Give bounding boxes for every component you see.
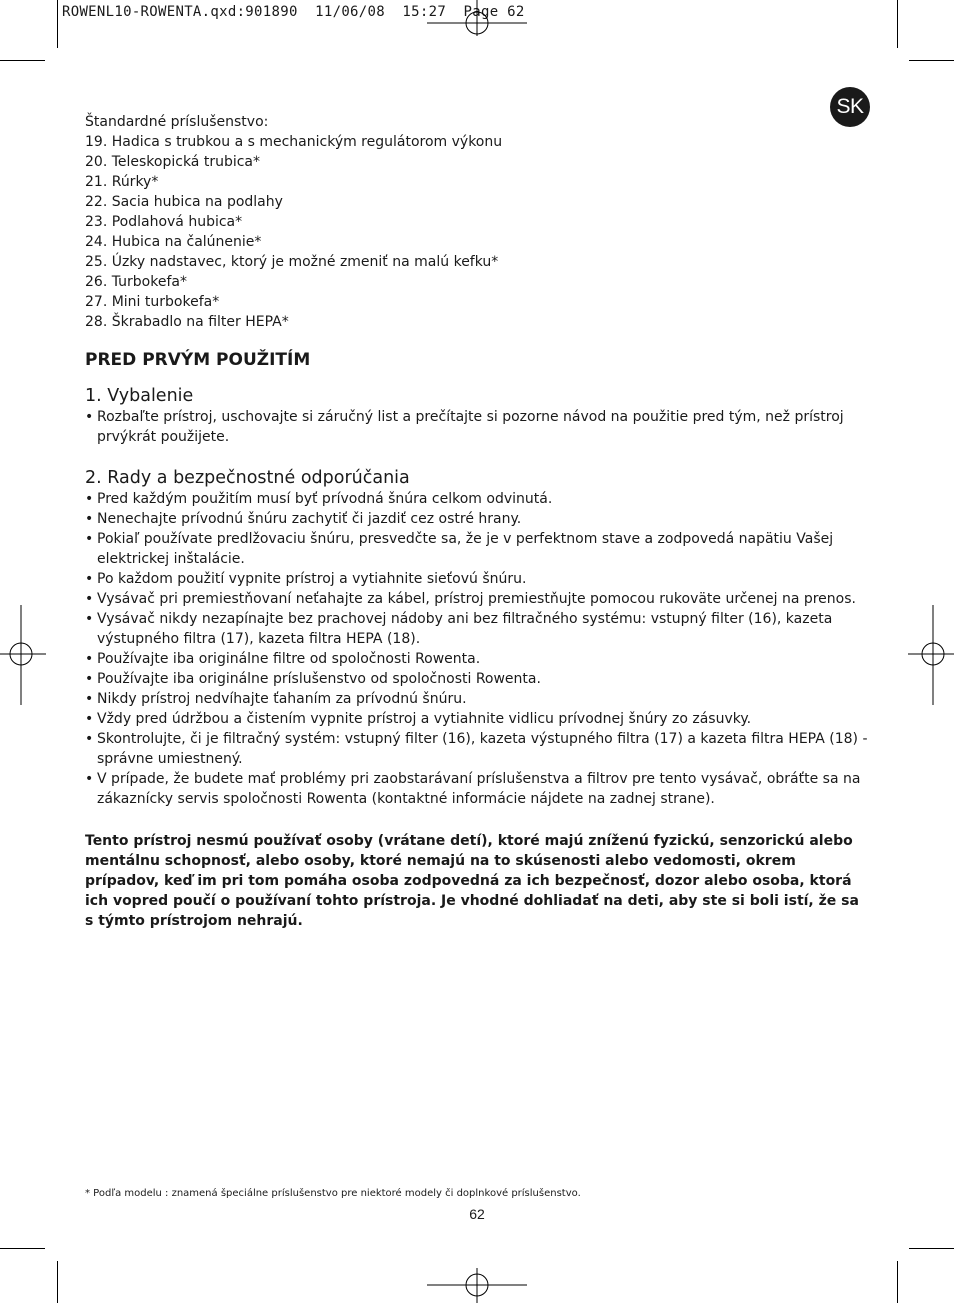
crop-mark (57, 0, 58, 48)
list-item: 28. Škrabadlo na filter HEPA* (85, 314, 289, 330)
list-item: 27. Mini turbokefa* (85, 294, 220, 310)
safety-section (85, 467, 870, 809)
page-number: 62 (469, 1206, 485, 1222)
language-badge: SK (830, 87, 870, 127)
list-item: 22. Sacia hubica na podlahy (85, 194, 283, 210)
list-item: 20. Teleskopická trubica* (85, 154, 261, 170)
bullet-item: • Vysávač pri premiestňovaní neťahajte za kábel, prístroj premiestňujte pomocou rukoväte určenej na prenos. (85, 589, 870, 609)
unpacking-section (85, 385, 870, 447)
list-item: 26. Turbokefa* (85, 274, 187, 290)
crop-mark (897, 1261, 898, 1303)
bullet-item: • Používajte iba originálne filtre od spoločnosti Rowenta. (85, 649, 870, 669)
registration-mark-bottom (427, 1262, 527, 1303)
registration-mark-right (908, 605, 954, 705)
registration-mark-top (427, 0, 527, 40)
bullet-item: • Používajte iba originálne príslušenstvo od spoločnosti Rowenta. (85, 669, 870, 689)
warning-paragraph: Tento prístroj nesmú používať osoby (vrátane detí), ktoré majú zníženú fyzickú, senzorickú alebo mentálnu schopnosť, alebo osoby, ktoré nemajú na to skúsenosti alebo vedomosti, okrem prípadov, keď im pri tom pomáha osoba zodpovedná za ich bezpečnosť, dozor alebo osoba, ktorá ich vopred poučí o používaní tohto prístroja. Je vhodné dohliadať na deti, aby ste si boli istí, že sa s týmto prístrojom nehrajú. (85, 833, 859, 929)
accessories-heading: Štandardné príslušenstvo: (85, 114, 269, 130)
unpacking-heading: 1. Vybalenie (85, 386, 194, 406)
section-title: PRED PRVÝM POUŽITÍM (85, 350, 311, 370)
bullet-item: • Vysávač nikdy nezapínajte bez prachovej nádoby ani bez filtračného systému: vstupný filter (16), kazeta výstupného filtra (17), kazeta filtra HEPA (18). (85, 609, 870, 649)
safety-heading: 2. Rady a bezpečnostné odporúčania (85, 468, 410, 488)
bullet-item: • Rozbaľte prístroj, uschovajte si záručný list a prečítajte si pozorne návod na použitie pred tým, než prístroj prvýkrát použijete. (85, 407, 870, 447)
bullet-item: • Pred každým použitím musí byť prívodná šnúra celkom odvinutá. (85, 489, 870, 509)
crop-mark (0, 1248, 45, 1249)
bullet-item: • Skontrolujte, či je filtračný systém: vstupný filter (16), kazeta výstupného filtra (17) a kazeta filtra HEPA (18) - správne umiestnený. (85, 729, 870, 769)
crop-mark (909, 60, 954, 61)
bullet-item: • Pokiaľ používate predlžovaciu šnúru, presvedčte sa, že je v perfektnom stave a zodpovedá napätiu Vašej elektrickej inštalácie. (85, 529, 870, 569)
list-item: 19. Hadica s trubkou a s mechanickým regulátorom výkonu (85, 134, 503, 150)
crop-mark (0, 60, 45, 61)
list-item: 25. Úzky nadstavec, ktorý je možné zmeniť na malú kefku* (85, 254, 499, 270)
crop-mark (57, 1261, 58, 1303)
crop-mark (909, 1248, 954, 1249)
print-slug: ROWENL10-ROWENTA.qxd:901890 11/06/08 15:27 Page 62 (62, 4, 525, 20)
bullet-item: • Vždy pred údržbou a čistením vypnite prístroj a vytiahnite vidlicu prívodnej šnúry zo zásuvky. (85, 709, 870, 729)
footnote: * Podľa modelu : znamená špeciálne príslušenstvo pre niektoré modely či doplnkové príslušenstvo. (85, 1188, 581, 1199)
accessories-list (85, 112, 870, 332)
list-item: 23. Podlahová hubica* (85, 214, 243, 230)
bullet-item: • V prípade, že budete mať problémy pri zaobstarávaní príslušenstva a filtrov pre tento vysávač, obráťte sa na zákaznícky servis spoločnosti Rowenta (kontaktné informácie nájdete na zadnej strane). (85, 769, 870, 809)
list-item: 21. Rúrky* (85, 174, 159, 190)
crop-mark (897, 0, 898, 48)
registration-mark-left (0, 605, 46, 705)
document-body (85, 112, 870, 945)
bullet-item: • Nenechajte prívodnú šnúru zachytiť či jazdiť cez ostré hrany. (85, 509, 870, 529)
bullet-item: • Po každom použití vypnite prístroj a vytiahnite sieťovú šnúru. (85, 569, 870, 589)
bullet-item: • Nikdy prístroj nedvíhajte ťahaním za prívodnú šnúru. (85, 689, 870, 709)
list-item: 24. Hubica na čalúnenie* (85, 234, 262, 250)
